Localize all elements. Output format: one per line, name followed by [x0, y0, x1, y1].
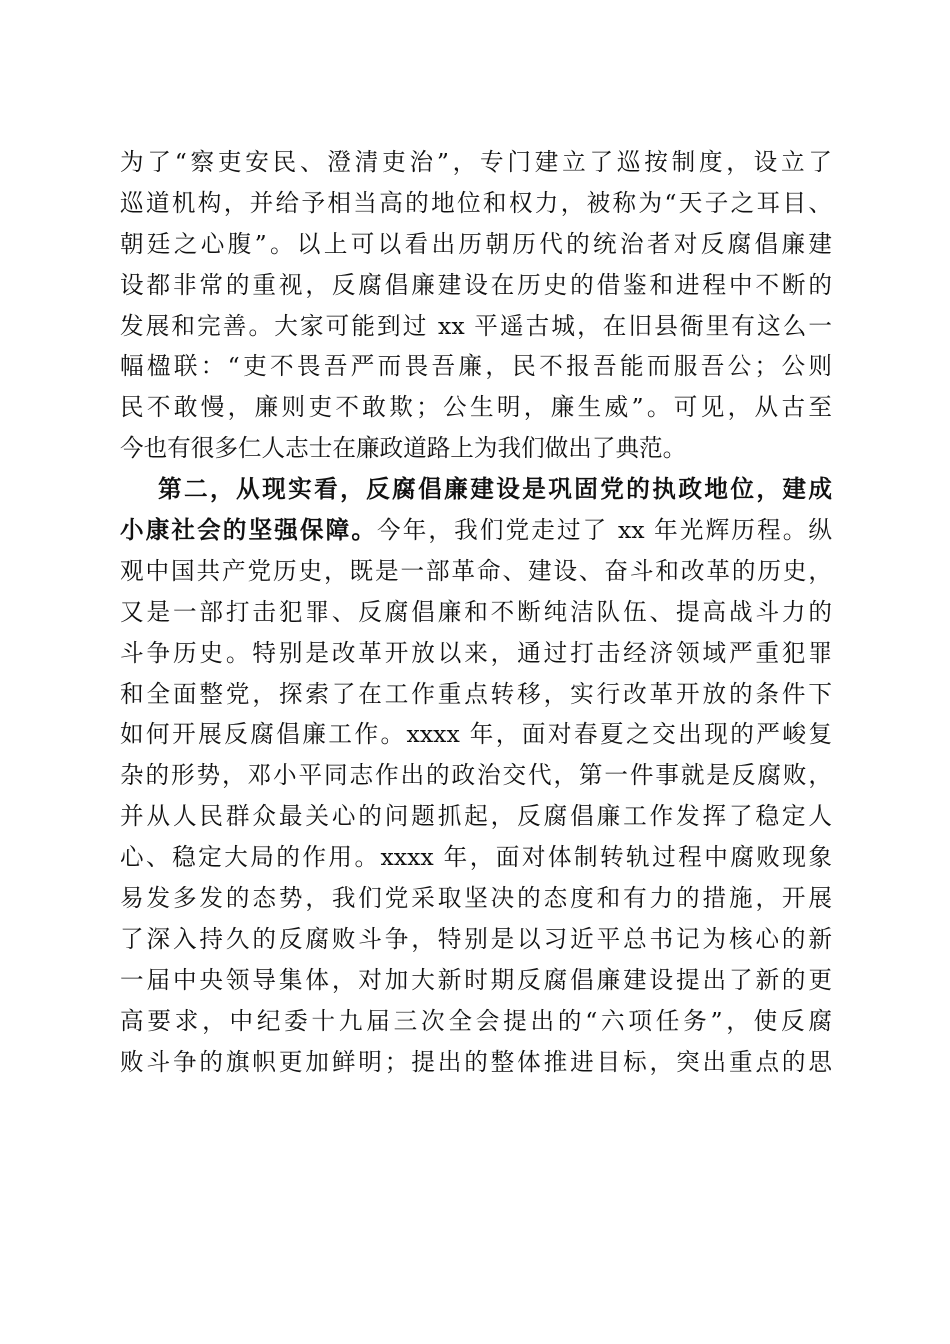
text-line: 杂的形势，邓小平同志作出的政治交代，第一件事就是反腐败，: [120, 761, 832, 790]
text-line: 民不敢慢，廉则吏不敢欺；公生明，廉生威”。可见，从古至: [120, 393, 832, 422]
text-line: 设都非常的重视，反腐倡廉建设在历史的借鉴和进程中不断的: [120, 270, 832, 299]
text-line: 如何开展反腐倡廉工作。xxxx 年，面对春夏之交出现的严峻复: [120, 720, 832, 749]
text-line: 为了“察吏安民、澄清吏治”，专门建立了巡按制度，设立了: [120, 148, 832, 176]
document-body: [120, 142, 832, 1082]
text-line: [120, 510, 832, 551]
text-line: 朝廷之心腹”。以上可以看出历朝历代的统治者对反腐倡廉建: [120, 229, 832, 258]
section-heading-line: 第二，从现实看，反腐倡廉建设是巩固党的执政地位，建成: [158, 475, 832, 504]
text-line: 和全面整党，探索了在工作重点转移，实行改革开放的条件下: [120, 679, 832, 708]
text-line: 心、稳定大局的作用。xxxx 年，面对体制转轨过程中腐败现象: [120, 843, 832, 872]
text-line-rest: 今年，我们党走过了 xx 年光辉历程。纵: [377, 516, 832, 545]
text-line: 观中国共产党历史，既是一部革命、建设、奋斗和改革的历史，: [120, 556, 832, 585]
text-line: 幅楹联：“吏不畏吾严而畏吾廉，民不报吾能而服吾公；公则: [120, 352, 832, 381]
text-line: 一届中央领导集体，对加大新时期反腐倡廉建设提出了新的更: [120, 965, 832, 994]
section-heading-end: 小康社会的坚强保障。: [120, 516, 378, 545]
text-line: 败斗争的旗帜更加鲜明；提出的整体推进目标，突出重点的思: [120, 1047, 832, 1076]
paragraph-reality: [120, 469, 832, 1082]
text-line: 发展和完善。大家可能到过 xx 平遥古城，在旧县衙里有这么一: [120, 311, 832, 340]
text-line: 易发多发的态势，我们党采取坚决的态度和有力的措施，开展: [120, 884, 832, 913]
paragraph-history: [120, 142, 832, 469]
text-line: 今也有很多仁人志士在廉政道路上为我们做出了典范。: [120, 434, 687, 463]
text-line: 了深入持久的反腐败斗争，特别是以习近平总书记为核心的新: [120, 924, 832, 953]
text-line: 高要求，中纪委十九届三次全会提出的“六项任务”，使反腐: [120, 1006, 832, 1035]
text-line: 巡道机构，并给予相当高的地位和权力，被称为“天子之耳目、: [120, 188, 832, 217]
text-line: 斗争历史。特别是改革开放以来，通过打击经济领域严重犯罪: [120, 638, 832, 667]
text-line: 又是一部打击犯罪、反腐倡廉和不断纯洁队伍、提高战斗力的: [120, 597, 832, 626]
text-line: 并从人民群众最关心的问题抓起，反腐倡廉工作发挥了稳定人: [120, 802, 832, 831]
